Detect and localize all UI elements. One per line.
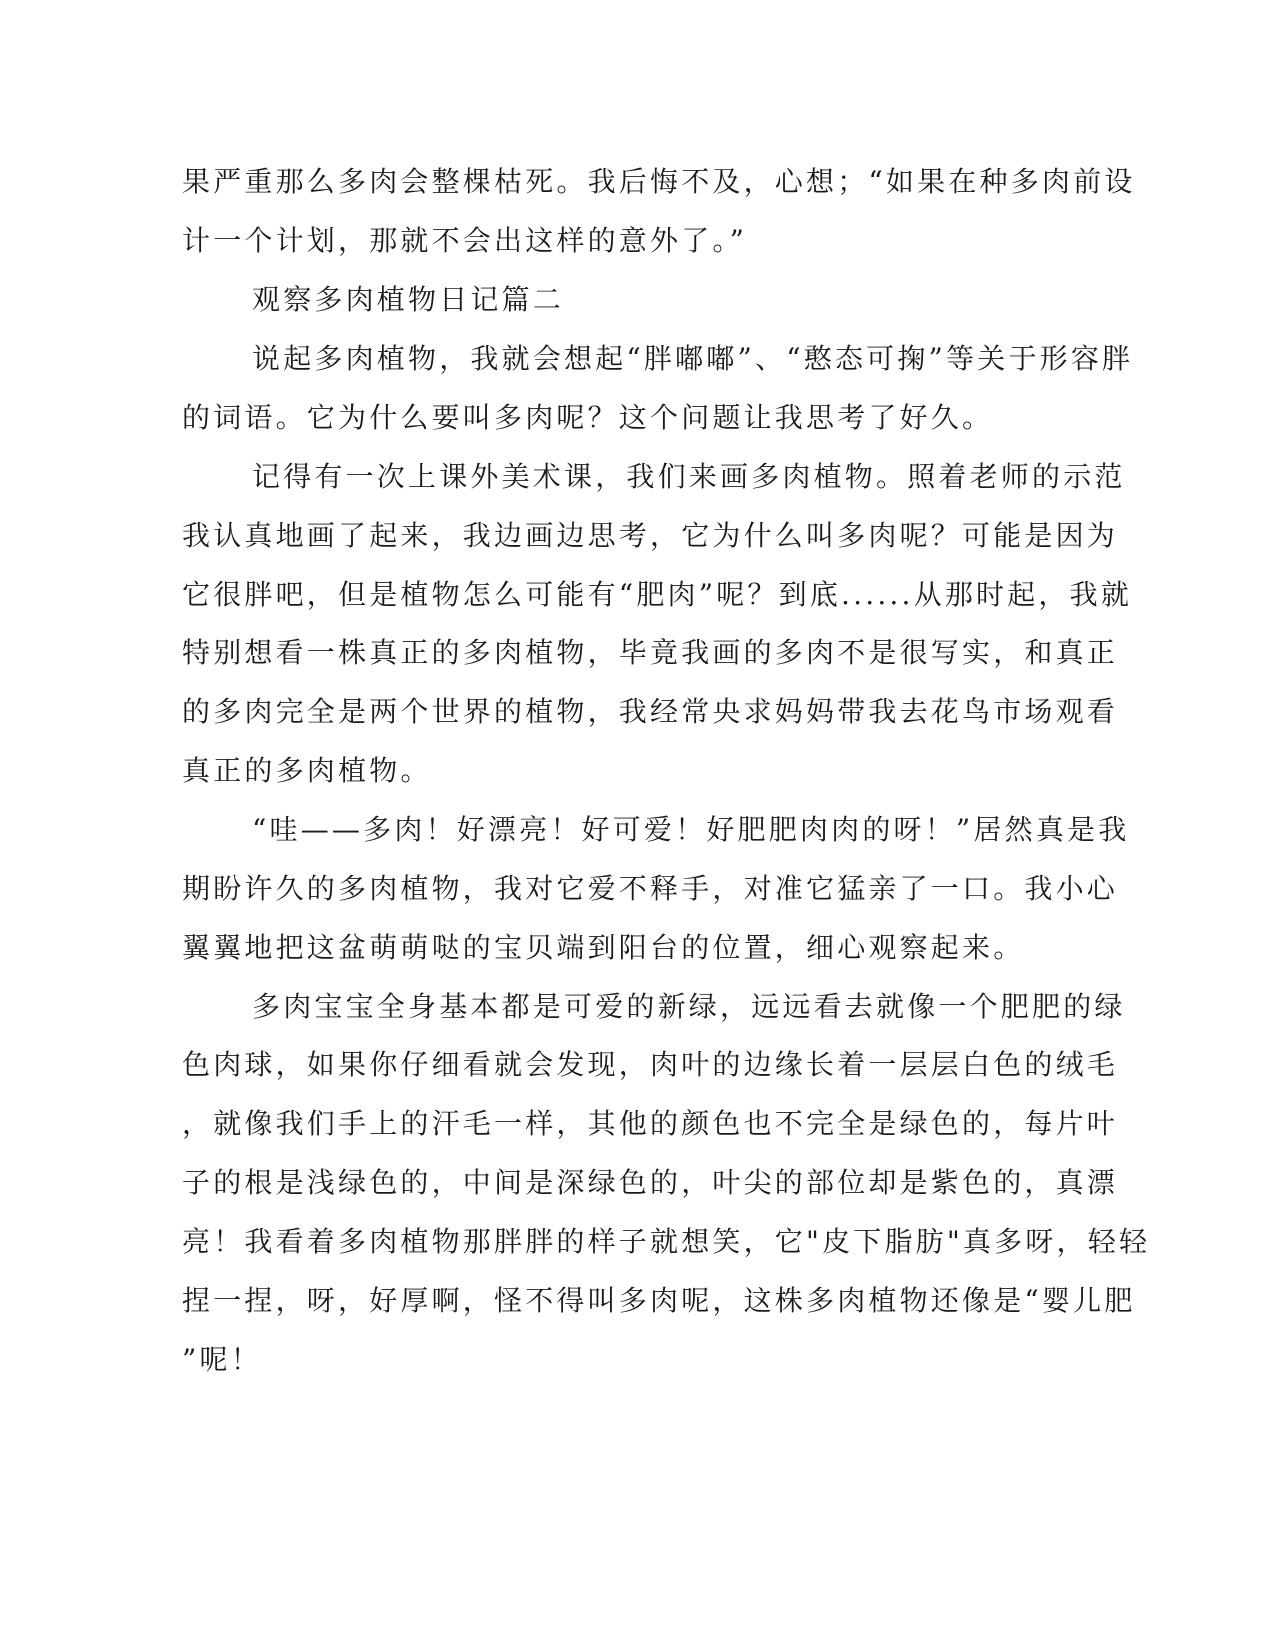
text-line: 真正的多肉植物。 [182, 754, 432, 787]
text-line: 特别想看一株真正的多肉植物，毕竟我画的多肉不是很写实，和真正 [182, 636, 1119, 669]
text-line: 翼翼地把这盆萌萌哒的宝贝端到阳台的位置，细心观察起来。 [182, 931, 1025, 964]
text-line: “哇——多肉！好漂亮！好可爱！好肥肥肉肉的呀！”居然真是我 [252, 813, 1130, 846]
text-line: 捏一捏，呀，好厚啊，怪不得叫多肉呢，这株多肉植物还像是“婴儿肥 [182, 1284, 1136, 1317]
text-line: 计一个计划，那就不会出这样的意外了。” [182, 224, 748, 257]
text-line: 说起多肉植物，我就会想起“胖嘟嘟”、“憨态可掬”等关于形容胖 [252, 342, 1134, 375]
text-line: 期盼许久的多肉植物，我对它爱不释手，对准它猛亲了一口。我小心 [182, 872, 1119, 905]
text-line: 果严重那么多肉会整棵枯死。我后悔不及，心想；“如果在种多肉前设 [182, 165, 1136, 198]
text-line: 的多肉完全是两个世界的植物，我经常央求妈妈带我去花鸟市场观看 [182, 695, 1119, 728]
text-line: 多肉宝宝全身基本都是可爱的新绿，远远看去就像一个肥肥的绿 [252, 990, 1126, 1023]
text-line: 亮！我看着多肉植物那胖胖的样子就想笑，它"皮下脂肪"真多呀，轻轻 [182, 1225, 1151, 1258]
section-heading: 观察多肉植物日记篇二 [252, 283, 565, 316]
text-line: ，就像我们手上的汗毛一样，其他的颜色也不完全是绿色的，每片叶 [182, 1107, 1119, 1140]
text-line: 记得有一次上课外美术课，我们来画多肉植物。照着老师的示范 [252, 460, 1126, 493]
text-line: 的词语。它为什么要叫多肉呢？这个问题让我思考了好久。 [182, 401, 994, 434]
text-line: 子的根是浅绿色的，中间是深绿色的，叶尖的部位却是紫色的，真漂 [182, 1166, 1119, 1199]
text-line: 它很胖吧，但是植物怎么可能有“肥肉”呢？到底......从那时起，我就 [182, 578, 1133, 611]
text-line: ”呢！ [182, 1343, 262, 1376]
text-line: 我认真地画了起来，我边画边思考，它为什么叫多肉呢？可能是因为 [182, 519, 1119, 552]
text-line: 色肉球，如果你仔细看就会发现，肉叶的边缘长着一层层白色的绒毛 [182, 1048, 1119, 1081]
